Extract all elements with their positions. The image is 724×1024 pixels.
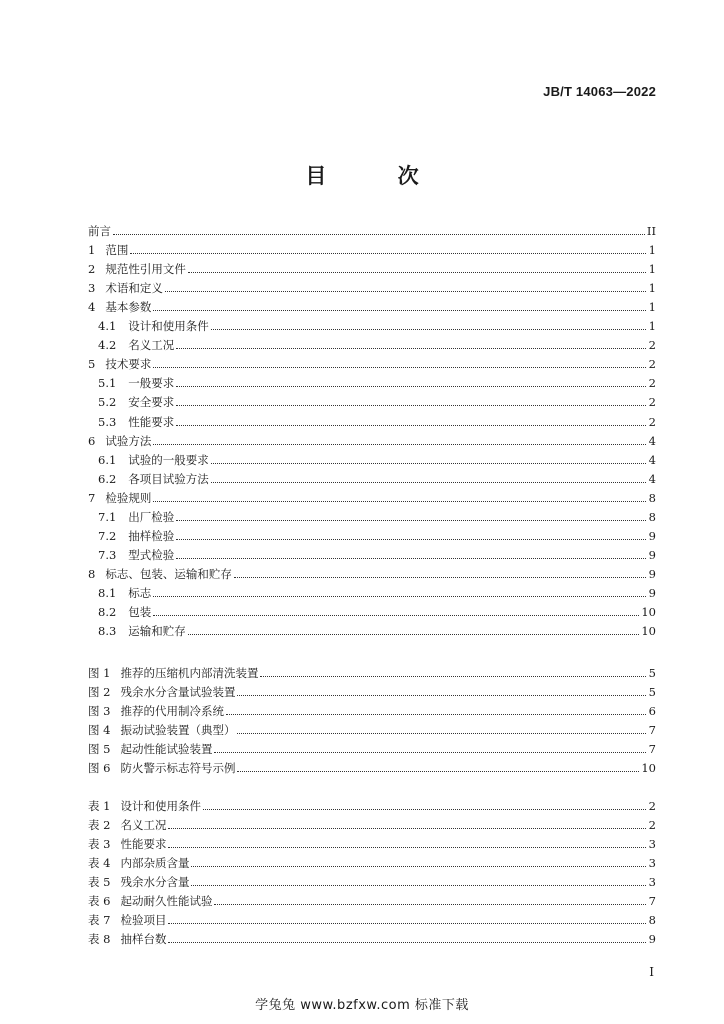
entry-title: 抽样台数	[120, 932, 167, 946]
entry-title: 各项目试验方法	[128, 471, 209, 486]
entry-number: 表 2	[88, 818, 111, 832]
entry-number: 6	[88, 433, 96, 448]
entry-title: 起动耐久性能试验	[120, 894, 213, 908]
entry-number: 6.2	[98, 471, 117, 486]
figure-entry[interactable]	[88, 720, 656, 737]
entry-page-number: 5	[648, 685, 656, 699]
entry-title: 检验项目	[120, 913, 167, 927]
figure-entry[interactable]	[88, 758, 656, 775]
dot-leader	[168, 846, 646, 848]
entry-title: 名义工况	[128, 338, 175, 353]
dot-leader	[188, 271, 646, 273]
table-entry[interactable]	[88, 834, 656, 851]
entry-number: 4	[88, 300, 96, 315]
table-entry[interactable]	[88, 796, 656, 813]
dot-leader	[260, 675, 646, 677]
entry-title: 基本参数	[105, 300, 152, 315]
entry-page-number: 10	[641, 605, 656, 619]
dot-leader	[176, 557, 646, 559]
dot-leader	[176, 519, 646, 521]
entry-title: 设计和使用条件	[128, 319, 209, 334]
toc-entry[interactable]	[98, 602, 656, 619]
dot-leader	[226, 713, 646, 715]
entry-title: 标志、包装、运输和贮存	[105, 566, 232, 581]
entry-page-number: 4	[648, 452, 656, 467]
toc-entry[interactable]	[88, 564, 656, 581]
entry-number: 5.2	[98, 395, 117, 410]
toc-entry[interactable]	[98, 526, 656, 543]
toc-entry[interactable]	[98, 392, 656, 409]
entry-title: 推荐的压缩机内部清洗装置	[120, 666, 259, 680]
page-title: 目 次	[305, 164, 451, 188]
dot-leader	[211, 462, 646, 464]
toc-entry[interactable]	[98, 621, 656, 638]
entry-page-number: 9	[648, 547, 656, 562]
table-entry[interactable]	[88, 910, 656, 927]
dot-leader	[191, 884, 646, 886]
entry-number: 图 3	[88, 704, 111, 718]
standard-number: JB/T 14063—2022	[543, 84, 656, 99]
entry-page-number: 10	[641, 761, 656, 775]
entry-page-number: 1	[648, 262, 656, 277]
entry-page-number: 7	[648, 894, 656, 908]
entry-title: 内部杂质含量	[120, 856, 190, 870]
entry-page-number: 3	[648, 856, 656, 870]
entry-number: 5	[88, 357, 96, 372]
entry-page-number: 9	[648, 566, 656, 581]
entry-page-number: 7	[648, 742, 656, 756]
entry-page-number: 6	[648, 704, 656, 718]
entry-number: 图 5	[88, 742, 111, 756]
entry-number: 图 6	[88, 761, 111, 775]
toc-entry[interactable]	[88, 259, 656, 276]
toc-entry[interactable]	[98, 335, 656, 352]
toc-entry[interactable]	[88, 297, 656, 314]
entry-page-number: 5	[648, 666, 656, 680]
dot-leader	[153, 366, 646, 368]
entry-title: 设计和使用条件	[120, 799, 201, 813]
figure-entry[interactable]	[88, 682, 656, 699]
table-entry[interactable]	[88, 891, 656, 908]
entry-title: 安全要求	[128, 395, 175, 410]
toc-entry[interactable]	[98, 316, 656, 333]
entry-number: 表 3	[88, 837, 111, 851]
entry-number: 8.3	[98, 624, 117, 639]
dot-leader	[176, 404, 646, 406]
entry-page-number: 9	[648, 585, 656, 600]
entry-page-number: 2	[648, 799, 656, 813]
entry-page-number: 9	[648, 932, 656, 946]
entry-title: 技术要求	[105, 357, 152, 372]
entry-page-number: 9	[648, 528, 656, 543]
entry-number: 4.2	[98, 338, 117, 353]
table-entry[interactable]	[88, 853, 656, 870]
entry-title: 标志	[128, 585, 152, 600]
toc-entry[interactable]	[88, 488, 656, 505]
entry-page-number: 2	[648, 376, 656, 391]
dot-leader	[130, 252, 646, 254]
dot-leader	[168, 941, 646, 943]
toc-entry[interactable]	[98, 545, 656, 562]
entry-title: 检验规则	[105, 490, 152, 505]
dot-leader	[234, 576, 646, 578]
dot-leader	[211, 328, 646, 330]
table-of-contents	[88, 0, 656, 1024]
entry-title: 一般要求	[128, 376, 175, 391]
toc-entry[interactable]	[88, 354, 656, 371]
toc-entry[interactable]	[88, 431, 656, 448]
entry-title: 试验方法	[105, 433, 152, 448]
entry-number: 5.1	[98, 376, 117, 391]
entry-title: 术语和定义	[105, 281, 163, 296]
figure-entry[interactable]	[88, 663, 656, 680]
entry-number: 表 8	[88, 932, 111, 946]
entry-number: 8	[88, 566, 96, 581]
entry-number: 3	[88, 281, 96, 296]
entry-page-number: II	[646, 224, 656, 238]
footer-watermark: 学兔兔 www.bzfxw.com 标准下载	[255, 998, 469, 1013]
entry-number: 图 1	[88, 666, 111, 680]
entry-page-number: 4	[648, 471, 656, 486]
entry-page-number: 1	[648, 319, 656, 334]
entry-number: 图 2	[88, 685, 111, 699]
entry-number: 8.2	[98, 605, 117, 619]
entry-number: 表 6	[88, 894, 111, 908]
toc-entry[interactable]	[98, 507, 656, 524]
entry-title: 残余水分含量	[120, 875, 190, 889]
toc-entry[interactable]	[88, 221, 656, 238]
entry-page-number: 2	[648, 414, 656, 429]
entry-title: 包装	[128, 605, 152, 619]
entry-number: 7.1	[98, 509, 117, 524]
toc-entry[interactable]	[98, 373, 656, 390]
entry-number: 7.2	[98, 528, 117, 543]
entry-title: 型式检验	[128, 547, 175, 562]
entry-number: 6.1	[98, 452, 117, 467]
dot-leader	[165, 290, 646, 292]
entry-title: 名义工况	[120, 818, 167, 832]
entry-number: 4.1	[98, 319, 117, 334]
dot-leader	[211, 481, 646, 483]
dot-leader	[113, 233, 645, 235]
dot-leader	[176, 347, 646, 349]
table-entry[interactable]	[88, 872, 656, 889]
toc-entry[interactable]	[88, 278, 656, 295]
table-entry[interactable]	[88, 929, 656, 946]
entry-page-number: 2	[648, 395, 656, 410]
entry-number: 图 4	[88, 723, 111, 737]
entry-page-number: 1	[648, 243, 656, 258]
dot-leader	[153, 443, 646, 445]
dot-leader	[168, 922, 646, 924]
dot-leader	[153, 309, 646, 311]
dot-leader	[214, 751, 646, 753]
figure-entry[interactable]	[88, 739, 656, 756]
entry-title: 推荐的代用制冷系统	[120, 704, 224, 718]
dot-leader	[203, 808, 646, 810]
entry-number: 8.1	[98, 585, 117, 600]
dot-leader	[176, 424, 646, 426]
dot-leader	[188, 633, 640, 635]
dot-leader	[237, 694, 646, 696]
toc-entry[interactable]	[88, 240, 656, 257]
entry-title: 性能要求	[128, 414, 175, 429]
dot-leader	[237, 732, 646, 734]
toc-entry[interactable]	[98, 412, 656, 429]
dot-leader	[176, 385, 646, 387]
entry-number: 表 4	[88, 856, 111, 870]
entry-page-number: 2	[648, 357, 656, 372]
entry-page-number: 3	[648, 875, 656, 889]
figure-entry[interactable]	[88, 701, 656, 718]
entry-page-number: 7	[648, 723, 656, 737]
dot-leader	[153, 614, 639, 616]
dot-leader	[191, 865, 646, 867]
entry-page-number: 4	[648, 433, 656, 448]
table-entry[interactable]	[88, 815, 656, 832]
entry-number: 7.3	[98, 547, 117, 562]
entry-title: 试验的一般要求	[128, 452, 209, 467]
entry-title: 起动性能试验装置	[120, 742, 213, 756]
entry-page-number: 2	[648, 818, 656, 832]
entry-title: 防火警示标志符号示例	[120, 761, 236, 775]
entry-page-number: 1	[648, 281, 656, 296]
toc-entry[interactable]	[98, 450, 656, 467]
entry-number: 表 1	[88, 799, 111, 813]
entry-title: 残余水分含量试验装置	[120, 685, 236, 699]
entry-page-number: 3	[648, 837, 656, 851]
dot-leader	[168, 827, 646, 829]
entry-page-number: 1	[648, 300, 656, 315]
entry-title: 性能要求	[120, 837, 167, 851]
entry-number: 表 7	[88, 913, 111, 927]
entry-page-number: 8	[648, 913, 656, 927]
dot-leader	[153, 500, 646, 502]
entry-number: 表 5	[88, 875, 111, 889]
dot-leader	[214, 903, 646, 905]
entry-number: 7	[88, 490, 96, 505]
entry-title: 范围	[105, 243, 129, 258]
toc-entry[interactable]	[98, 583, 656, 600]
entry-title: 运输和贮存	[128, 624, 186, 639]
entry-title: 抽样检验	[128, 528, 175, 543]
dot-leader	[176, 538, 646, 540]
entry-title: 振动试验装置（典型）	[120, 723, 236, 737]
entry-page-number: 8	[648, 509, 656, 524]
entry-title: 出厂检验	[128, 509, 175, 524]
entry-number: 5.3	[98, 414, 117, 429]
toc-entry[interactable]	[98, 469, 656, 486]
entry-page-number: 10	[641, 624, 656, 639]
entry-title: 规范性引用文件	[105, 262, 186, 277]
entry-page-number: 2	[648, 338, 656, 353]
dot-leader	[237, 770, 639, 772]
entry-number: 2	[88, 262, 96, 277]
entry-title: 前言	[88, 224, 111, 238]
entry-page-number: 8	[648, 490, 656, 505]
page-number: I	[649, 965, 654, 979]
dot-leader	[153, 595, 646, 597]
entry-number: 1	[88, 243, 96, 258]
